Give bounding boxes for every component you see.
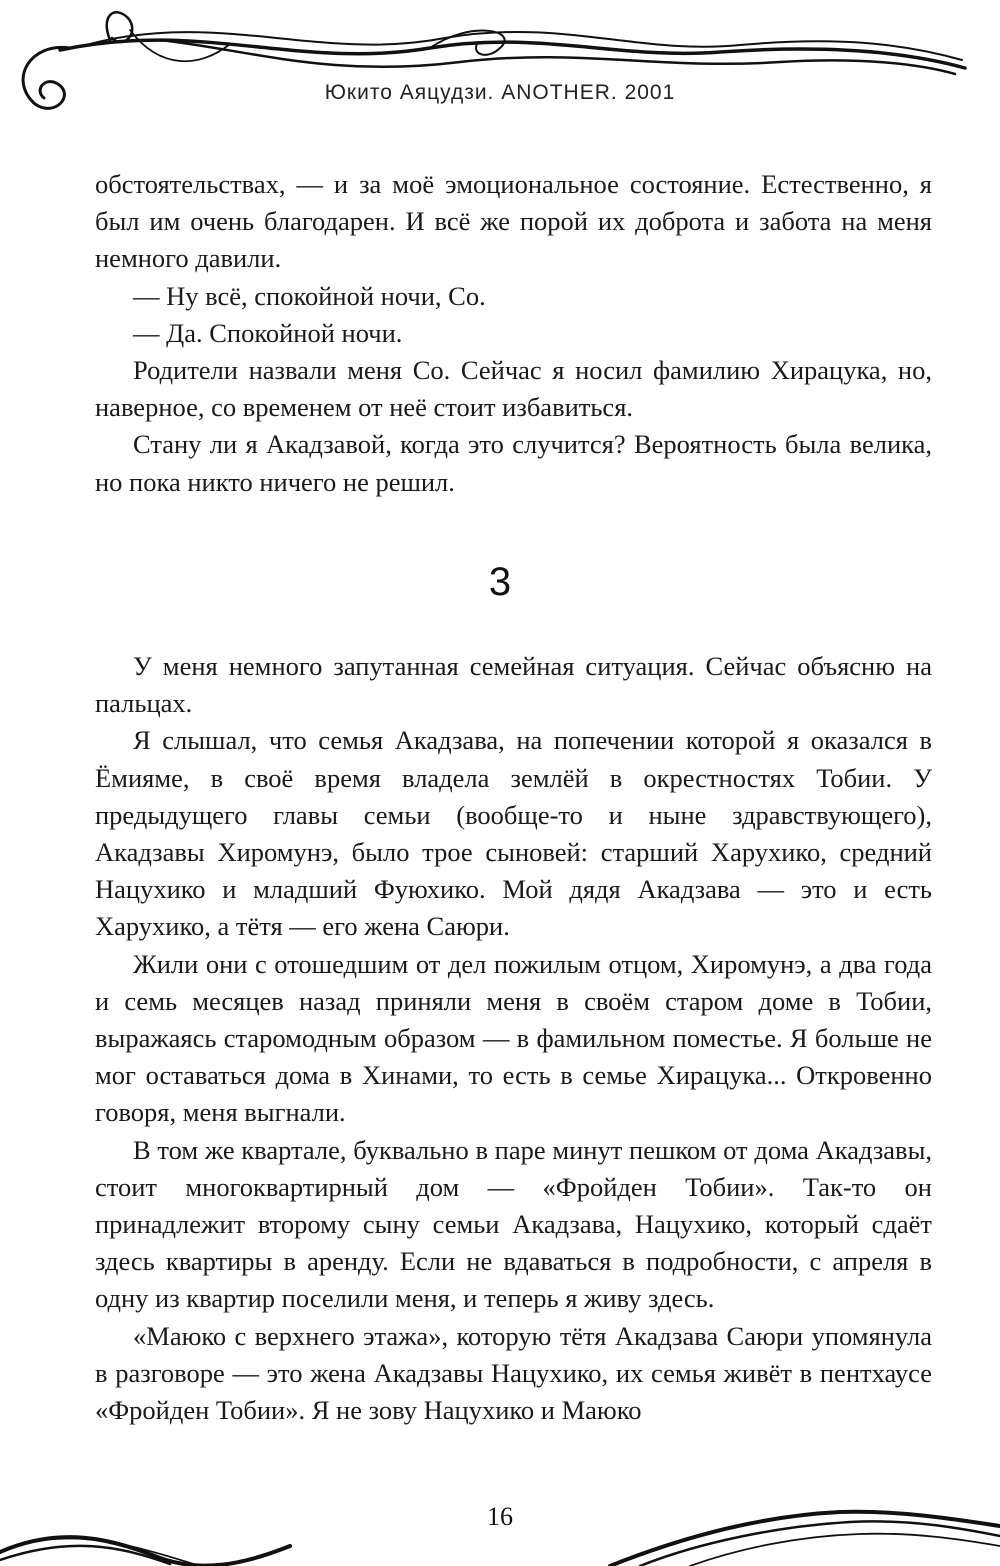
- bottom-swirl-ornament: [0, 1486, 1000, 1566]
- paragraph: В том же квартале, буквально в паре минут пешком от дома Акадзавы, стоит многоквартирный дом — «Фройден Тобии». Так-то он принадлежит второму сыну семьи Акадзава, Нацухико, который сдаёт здесь квартиры в аренду. Если не вдаваться в подробности, с апреля в одну из квартир поселили меня, и теперь я живу здесь.: [95, 1134, 932, 1314]
- paragraph: обстоятельствах, — и за моё эмоциональное состояние. Естественно, я был им очень благодарен. И всё же порой их доброта и забота на меня немного давили.: [95, 169, 932, 274]
- dialogue-line: — Ну всё, спокойной ночи, Со.: [133, 280, 486, 311]
- paragraph: Я слышал, что семья Акадзава, на попечении которой я оказался в Ёмияме, в своё время владела землёй в окрестностях Тобии. У предыдущего главы семьи (вообще-то и ныне здравствующего), Акадзавы Хиромунэ, было трое сыновей: старший Харухико, средний Нацухико и младший Фуюхико. Мой дядя Акадзава — это и есть Харухико, а тётя — его жена Саюри.: [95, 725, 932, 942]
- dialogue-line: — Да. Спокойной ночи.: [133, 317, 403, 348]
- paragraph: Жили они с отошедшим от дел пожилым отцом, Хиромунэ, а два года и семь месяцев назад приняли меня в своём старом доме в Тобии, выражаясь старомодным образом — в фамильном поместье. Я больше не мог оставаться дома в Хинами, то есть в семье Хирацука... Откровенно говоря, меня выгнали.: [95, 948, 932, 1128]
- paragraph: Стану ли я Акадзавой, когда это случится? Вероятность была велика, но пока никто ничего не решил.: [95, 429, 932, 497]
- paragraph: «Маюко с верхнего этажа», которую тётя Акадзава Саюри упомянула в разговоре — это жена Акадзавы Нацухико, их семья живёт в пентхаусе «Фройден Тобии». Я не зову Нацухико и Маюко: [95, 1320, 932, 1426]
- chapter-text-block: [95, 648, 932, 1429]
- running-header: Юкито Аяцудзи. ANOTHER. 2001: [324, 81, 676, 104]
- chapter-number: 3: [488, 560, 512, 604]
- text-block-before-chapter: [95, 166, 932, 501]
- page-number: 16: [487, 1502, 513, 1531]
- paragraph: Родители назвали меня Со. Сейчас я носил фамилию Хирацука, но, наверное, со временем от неё стоит избавиться.: [95, 355, 932, 423]
- paragraph: У меня немного запутанная семейная ситуация. Сейчас объясню на пальцах.: [95, 651, 932, 719]
